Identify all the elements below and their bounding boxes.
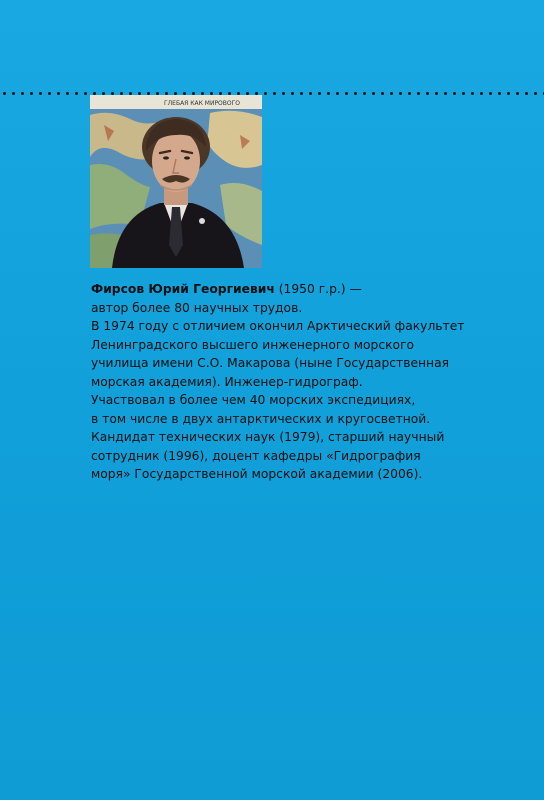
bio-line: в том числе в двух антарктических и кругосветной. (91, 411, 431, 426)
bio-line: морская академия). Инженер-гидрограф. (91, 374, 363, 389)
author-biography (91, 280, 521, 484)
map-caption: ГЛЕБАЯ КАК МИРОВОГО (163, 100, 241, 107)
author-birth-year: (1950 г.р.) — (274, 282, 362, 296)
dotted-divider (0, 92, 544, 95)
bio-line: Кандидат технических наук (1979), старший научный (91, 430, 445, 444)
bio-line: Участвовал в более чем 40 морских экспедициях, (91, 393, 416, 407)
bio-line: автор более 80 научных трудов. (91, 300, 303, 315)
bio-line: сотрудник (1996), доцент кафедры «Гидрография (91, 448, 421, 463)
author-portrait-photo (90, 95, 262, 268)
author-name: Фирсов Юрий Георгиевич (91, 282, 275, 296)
portrait-photo-icon (90, 95, 262, 268)
bio-line: Ленинградского высшего инженерного морского (91, 337, 415, 352)
bio-heading-line (91, 280, 521, 299)
bio-line: училища имени С.О. Макарова (ныне Государственная (91, 356, 450, 370)
bio-line: моря» Государственной морской академии (2006). (91, 467, 423, 481)
bio-line: В 1974 году с отличием окончил Арктический факультет (91, 319, 465, 333)
